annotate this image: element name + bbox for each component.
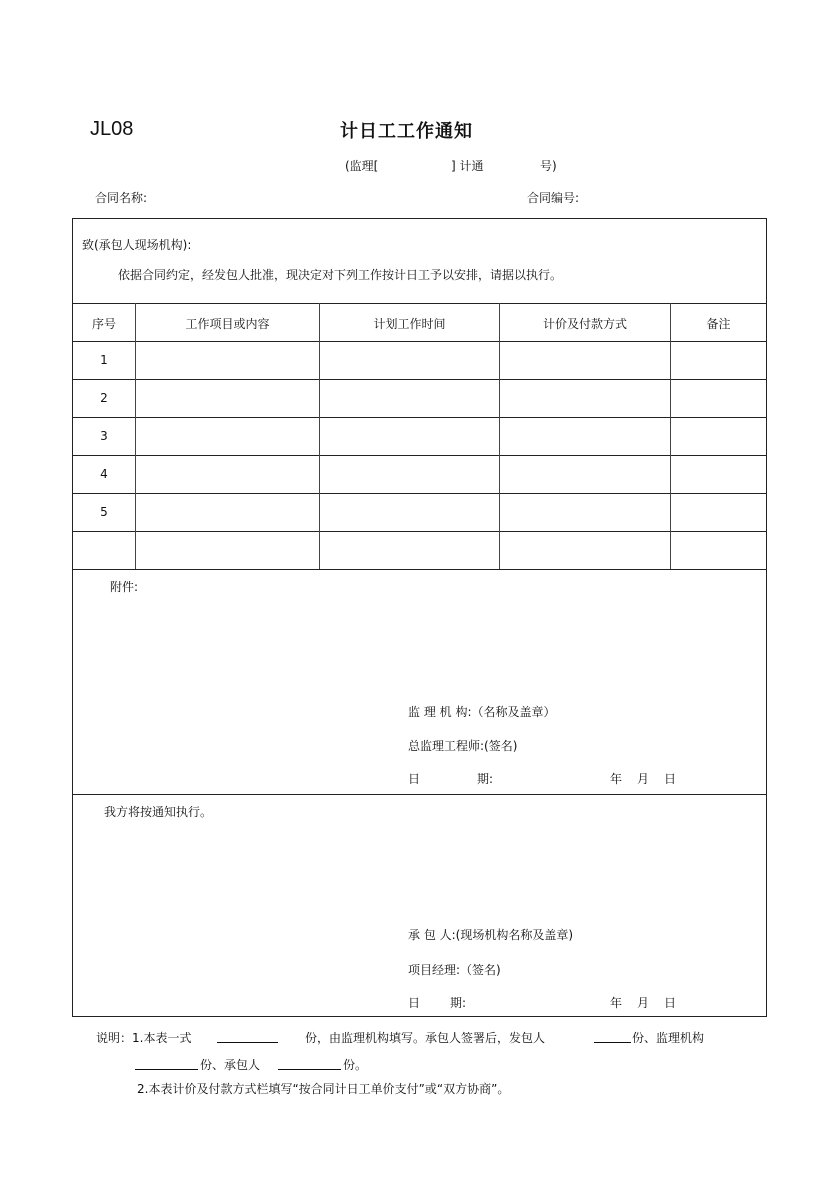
row-divider xyxy=(72,379,767,380)
intro-body: 依据合同约定，经发包人批准，现决定对下列工作按计日工予以安排，请据以执行。 xyxy=(118,268,563,282)
doc-number-middle: ] 计通 xyxy=(451,159,484,173)
contractor-reply: 我方将按通知执行。 xyxy=(104,805,213,819)
note-line3: 2.本表计价及付款方式栏填写“按合同计日工单价支付”或“双方协商”。 xyxy=(137,1082,510,1096)
day-label: 日 xyxy=(664,996,677,1010)
note-line1-c: 份、监理机构 xyxy=(632,1031,705,1045)
date-label-b: 期: xyxy=(450,996,467,1010)
row-divider xyxy=(72,531,767,532)
column-divider xyxy=(499,303,500,569)
form-frame xyxy=(72,218,767,1017)
contract-name-label: 合同名称: xyxy=(95,191,148,205)
table-bottom-line xyxy=(72,569,767,570)
page-title: 计日工工作通知 xyxy=(340,121,473,142)
contractor-label: 承 包 人:(现场机构名称及盖章) xyxy=(408,928,574,942)
day-label: 日 xyxy=(664,772,677,786)
row-index: 4 xyxy=(100,467,108,481)
row-index: 2 xyxy=(100,391,108,405)
note-line1-a: 说明：1.本表一式 xyxy=(96,1031,192,1045)
year-label: 年 xyxy=(610,996,623,1010)
month-label: 月 xyxy=(637,996,650,1010)
column-header-remarks: 备注 xyxy=(706,317,731,331)
note-line2-a: 份、承包人 xyxy=(200,1058,261,1072)
section-divider xyxy=(72,794,767,795)
supervisor-org-label: 监 理 机 构:（名称及盖章） xyxy=(408,705,556,719)
copies-total-blank[interactable] xyxy=(217,1031,278,1043)
month-label: 月 xyxy=(637,772,650,786)
row-divider xyxy=(72,493,767,494)
doc-number-prefix: (监理[ xyxy=(345,159,379,173)
attachment-label: 附件: xyxy=(110,580,139,594)
row-index: 3 xyxy=(100,429,108,443)
column-header-index: 序号 xyxy=(91,317,116,331)
doc-number-suffix: 号) xyxy=(540,159,557,173)
row-divider xyxy=(72,341,767,342)
column-divider xyxy=(135,303,136,569)
recipient-label: 致(承包人现场机构): xyxy=(82,238,192,252)
note-line2-b: 份。 xyxy=(343,1058,368,1072)
contract-number-label: 合同编号: xyxy=(527,191,580,205)
row-divider xyxy=(72,455,767,456)
copies-employer-blank[interactable] xyxy=(594,1031,631,1043)
row-divider xyxy=(72,417,767,418)
table-top-line xyxy=(72,303,767,304)
date-label-a: 日 xyxy=(408,772,421,786)
column-divider xyxy=(670,303,671,569)
chief-engineer-label: 总监理工程师:(签名) xyxy=(408,739,518,753)
date-label-a: 日 xyxy=(408,996,421,1010)
column-divider xyxy=(319,303,320,569)
row-index: 5 xyxy=(100,505,108,519)
column-header-work-item: 工作项目或内容 xyxy=(185,317,270,331)
form-code: JL08 xyxy=(90,118,134,140)
column-header-pricing: 计价及付款方式 xyxy=(542,317,627,331)
copies-supervisor-blank[interactable] xyxy=(135,1058,198,1070)
project-manager-label: 项目经理:（签名) xyxy=(408,963,501,977)
column-header-planned-time: 计划工作时间 xyxy=(373,317,446,331)
date-label-b: 期: xyxy=(477,772,494,786)
year-label: 年 xyxy=(610,772,623,786)
copies-contractor-blank[interactable] xyxy=(278,1058,341,1070)
row-index: 1 xyxy=(100,353,108,367)
note-line1-b: 份，由监理机构填写。承包人签署后，发包人 xyxy=(305,1031,546,1045)
